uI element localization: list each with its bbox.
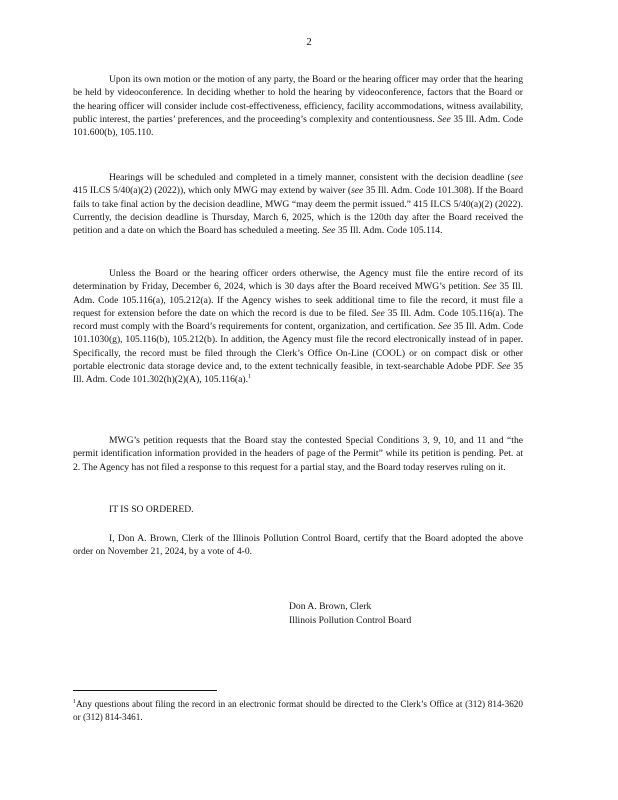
paragraph-stay-request — [73, 434, 523, 474]
paragraph-text: Hearings will be scheduled and completed in a timely manner, consistent with the decision deadline ( — [109, 172, 511, 183]
signature-block — [289, 600, 411, 628]
paragraph-record — [73, 267, 523, 387]
paragraph-videoconference — [73, 73, 523, 139]
citation-signal: See — [437, 321, 452, 333]
footnote-text: Any questions about filing the record in an electronic format should be directed to the Clerk’s Office at (312) 814-3620 or (312) 814-3461. — [73, 699, 523, 722]
signatory-name: Don A. Brown, Clerk — [289, 601, 372, 612]
so-ordered-text: IT IS SO ORDERED. — [109, 504, 194, 515]
paragraph-text: 35 Ill. Adm. Code 105.116(a), 105.212(a). If the Agency wishes to seek additional time to file the record, it must file a request for extension before the date on which the record is due to be filed. — [73, 281, 523, 319]
citation-signal: See — [437, 113, 451, 125]
paragraph-text: 415 ILCS 5/40(a)(2) (2022)), which only MWG may extend by waiver ( — [73, 185, 352, 197]
paragraph-certification — [73, 532, 523, 559]
citation-signal: See — [483, 281, 497, 293]
page-number: 2 — [306, 36, 312, 48]
paragraph-text: MWG’s petition requests that the Board stay the contested Special Conditions 3, 9, 10, and 11 and “the permit identification information provided in the headers of page of the Permit” while its petition is pending. Pet. at 2. The Agency has not filed a response to this request for a partial stay, and the Board today reserves ruling on it. — [73, 435, 523, 473]
footnote-marker: 1 — [73, 698, 76, 705]
citation-signal: See — [497, 361, 511, 373]
footnote — [73, 698, 523, 724]
footnote-reference: 1 — [247, 374, 251, 381]
citation: 35 Ill. Adm. Code 101.600(b), 105.110. — [73, 113, 523, 139]
paragraph-text: Upon its own motion or the motion of any party, the Board or the hearing officer may order that the hearing be held by videoconference. In deciding whether to hold the hearing by videoconference, factors that the Board or the hearing officer will consider include cost-effectiveness, efficiency, facility accommodations, witness availability, public interest, the parties’ preferences, and the proceeding’s complexity and contentiousness. — [73, 74, 523, 125]
certification-text: I, Don A. Brown, Clerk of the Illinois Pollution Control Board, certify that the Board adopted the above order on November 21, 2024, by a vote of 4-0. — [73, 533, 523, 558]
paragraph-so-ordered — [73, 503, 523, 516]
citation-signal: See — [322, 225, 336, 237]
signatory-organization: Illinois Pollution Control Board — [289, 615, 412, 626]
paragraph-text: 35 Ill. Adm. Code 105.116(a). The record must comply with the Board’s requirements for content, organization, and certification. — [73, 307, 523, 333]
footnote-divider — [73, 690, 217, 691]
paragraph-text: 35 Ill. Adm. Code 101.308). If the Board fails to take final action by the decision deadline, MWG “may deem the permit issued.” 415 ILCS 5/40(a)(2) (2022). Currently, the decision deadline is Thursday, March 6, 2025, which is the 120th day after the Board received the petition and a date on which the Board has scheduled a meeting. — [73, 185, 523, 237]
citation-signal: see — [510, 172, 523, 183]
citation: 35 Ill. Adm. Code 105.114. — [337, 225, 443, 237]
citation: 35 Ill. Adm. Code 101.302(h)(2)(A), 105.116(a). — [73, 361, 524, 386]
paragraph-hearings — [73, 171, 523, 237]
paragraph-text: 35 Ill. Adm. Code 101.1030(g), 105.116(b), 105.212(b). In addition, the Agency must file the record electronically instead of in paper. Specifically, the record must be filed through the Clerk’s Office On-Line (COOL) or on compact disk or other portable electronic data storage device and, to the extent technically feasible, in text-searchable Adobe PDF. — [73, 321, 523, 373]
citation-signal: see — [351, 185, 364, 197]
citation-signal: See — [371, 307, 385, 319]
paragraph-text: Unless the Board or the hearing officer orders otherwise, the Agency must file the entire record of its determination by Friday, December 6, 2024, which is 30 days after the Board received MWG’s petition. — [73, 268, 523, 293]
